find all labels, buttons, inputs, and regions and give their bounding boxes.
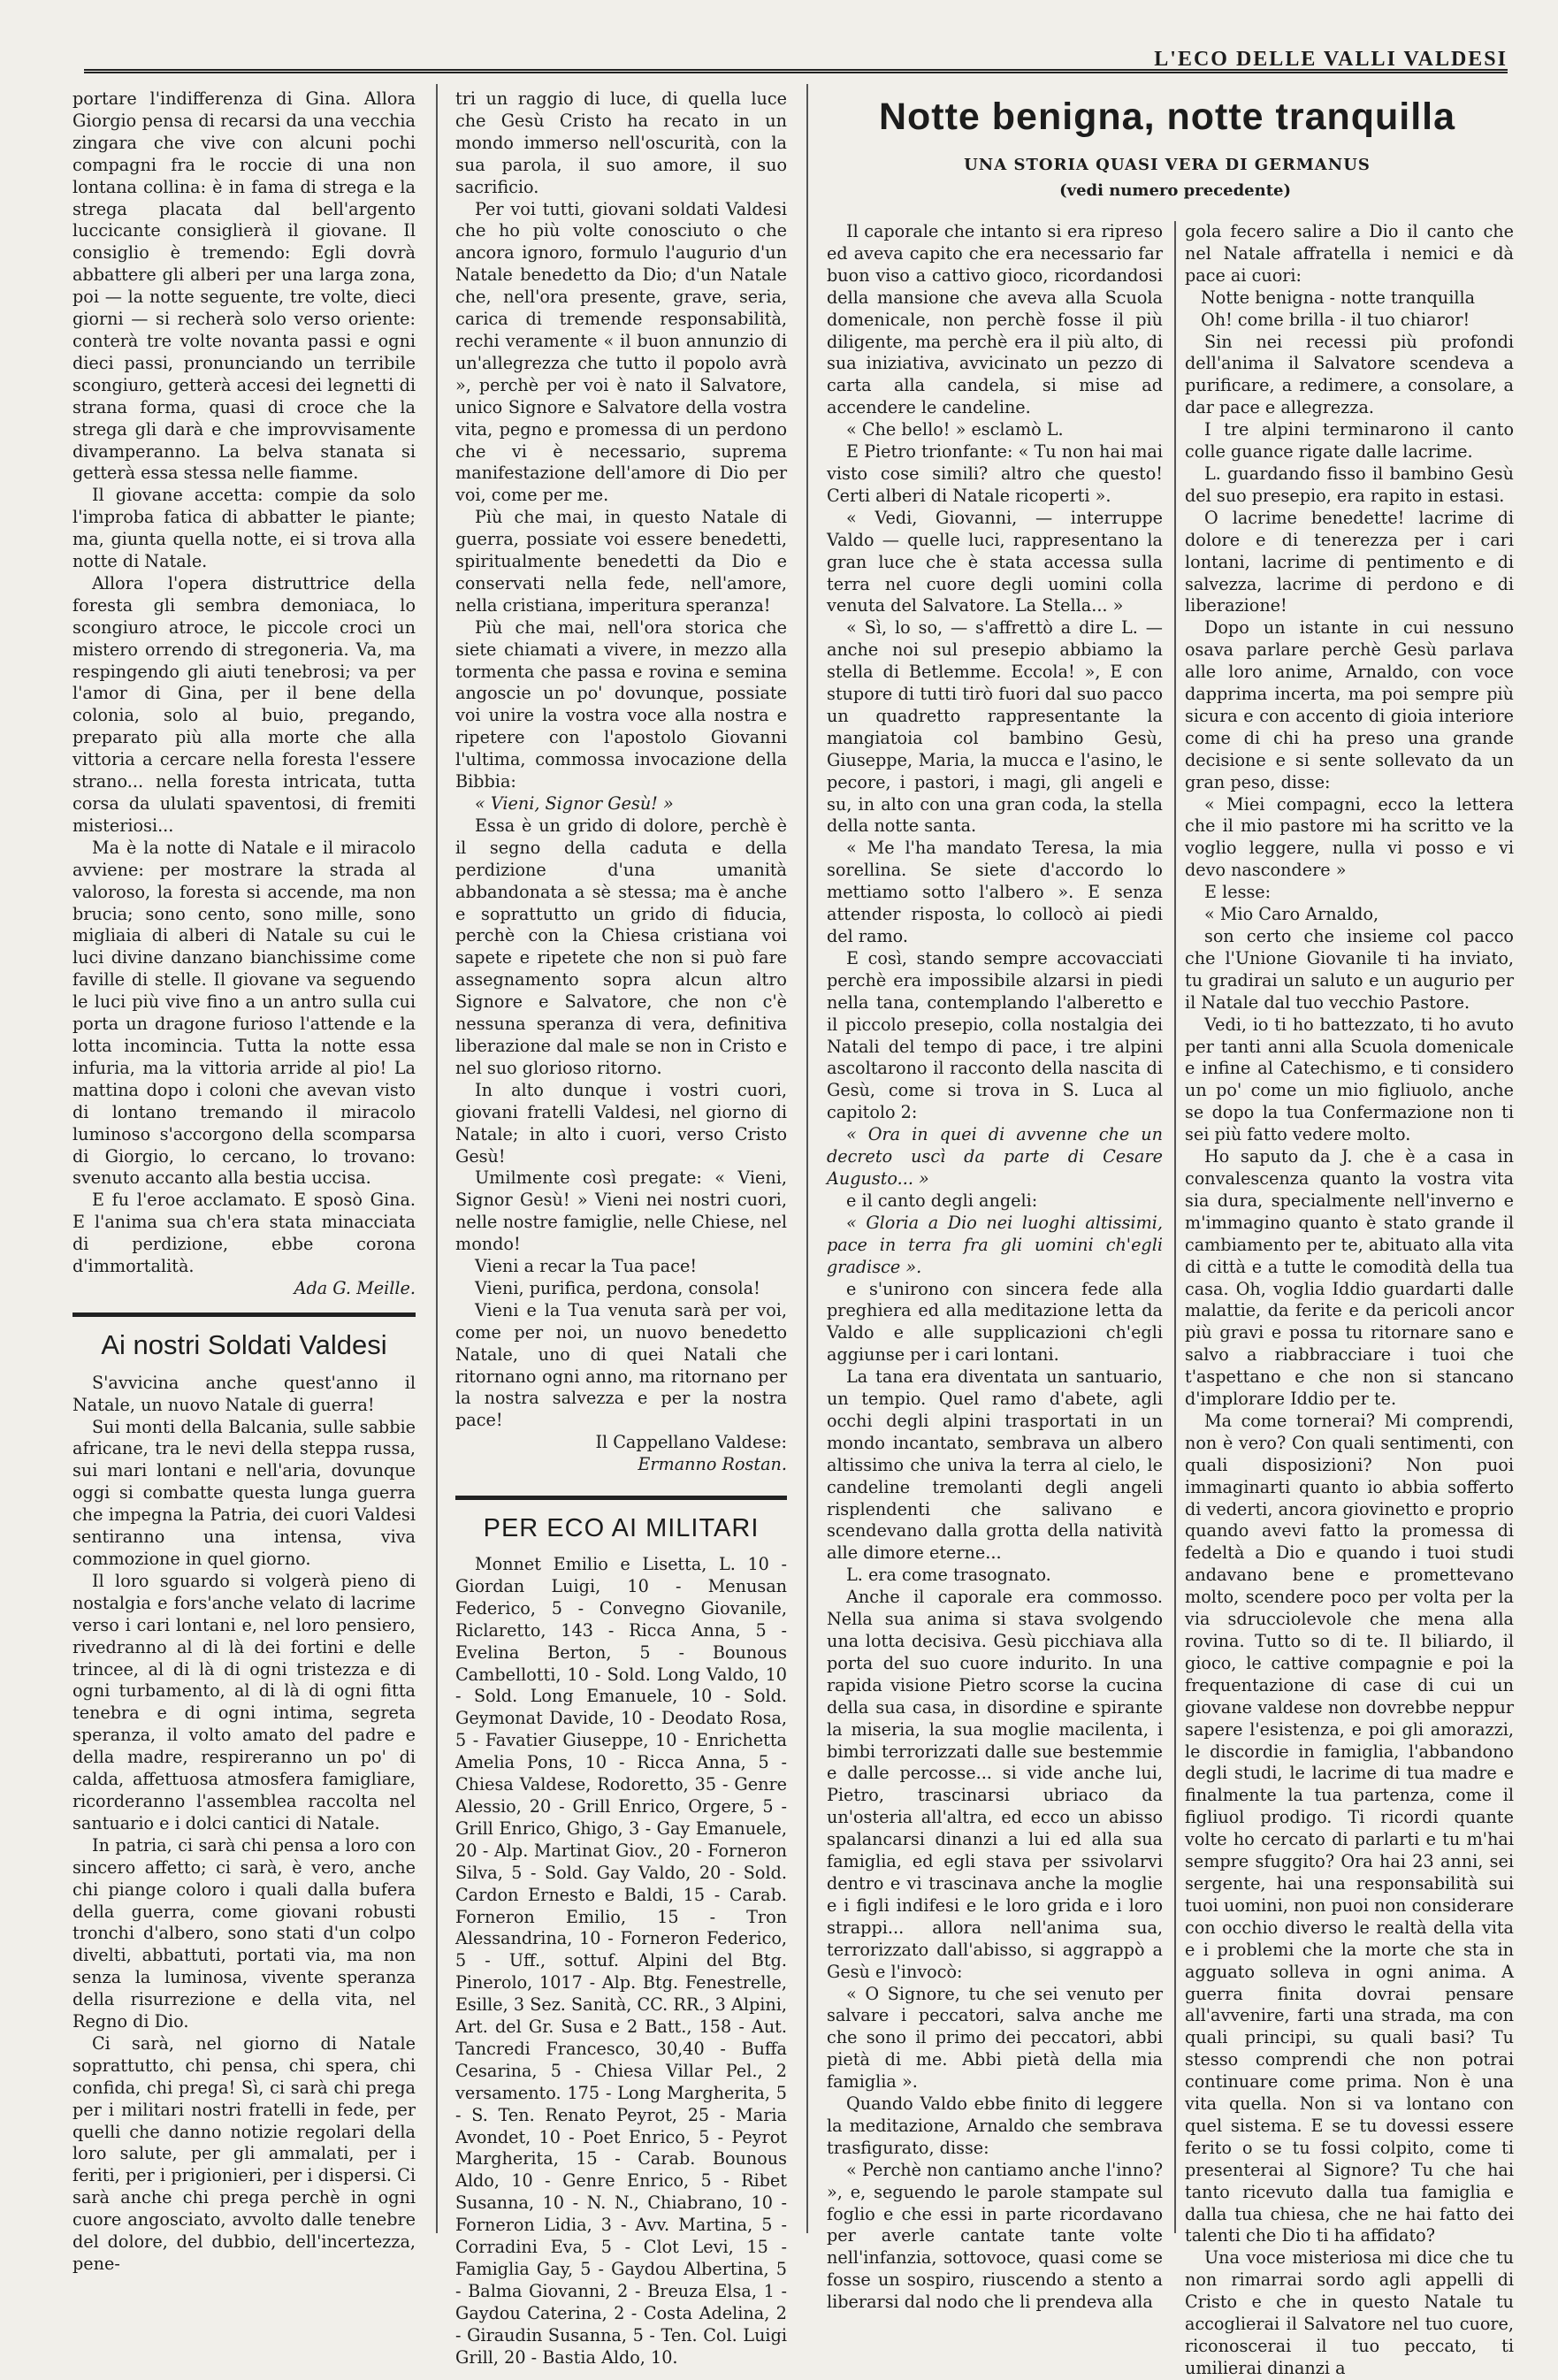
paragraph: Più che mai, in questo Natale di guerra, possiate voi essere benedetti, spiritualmente benedetti da Dio e conservati nella fede, nell'amore, nella cristiana, imperitura speranza! bbox=[455, 507, 787, 616]
paragraph: e s'unirono con sincera fede alla preghiera ed alla meditazione letta da Valdo e alle supplicazioni ch'egli aggiunse per i cari lontani. bbox=[827, 1278, 1163, 1366]
paragraph: E così, stando sempre accovacciati perchè era impossibile alzarsi in piedi nella tana, contemplando l'alberetto e il piccolo presepio, colla nostalgia dei Natali del tempo di pace, i tre alpini ascoltarono il racconto della nascita di Gesù, come si trova in S. Luca al capitolo 2: bbox=[827, 947, 1163, 1123]
paragraph: « Miei compagni, ecco la lettera che il mio pastore mi ha scritto ve la voglio leggere, nulla vi posso e vi devo nascondere » bbox=[1185, 793, 1514, 881]
hymn-line: Oh! come brilla - il tuo chiaror! bbox=[1201, 309, 1470, 330]
paragraph: In alto dunque i vostri cuori, giovani fratelli Valdesi, nel giorno di Natale; in alto i cuori, verso Cristo Gesù! bbox=[455, 1079, 787, 1167]
paragraph: I tre alpini terminarono il canto colle guance rigate dalle lacrime. bbox=[1185, 419, 1514, 463]
paragraph: E lesse: bbox=[1204, 882, 1272, 903]
paragraph: L. guardando fisso il bambino Gesù del suo presepio, era rapito in estasi. bbox=[1185, 463, 1514, 506]
paragraph: « Mio Caro Arnaldo, bbox=[1204, 904, 1379, 925]
paragraph: e il canto degli angeli: bbox=[846, 1190, 1038, 1211]
paragraph: « Ora in quei di avvenne che un decreto uscì da parte di Cesare Augusto... » bbox=[827, 1124, 1163, 1189]
paragraph: portare l'indifferenza di Gina. Allora Giorgio pensa di recarsi da una vecchia zingara che vive con alcuni pochi compagni fra le roccie di una non lontana collina: è in fama di strega e la strega placata dal bell'argento luccicante consiglierà il giovane. Il consiglio è tremendo: Egli dovrà abbattere gli alberi per una larga zona, poi — la notte seguente, tre volte, dieci giorni — si recherà solo verso oriente: conterà tre volte novanta passi e ogni dieci passi, pronunciando un terribile scongiuro, getterà accesi dei legnetti di strana forma, quasi di croce che la strega gli darà e che improvvisamente divamperanno. La belva stanata si getterà essa stessa nelle fiamme. bbox=[73, 88, 416, 484]
paragraph: La tana era diventata un santuario, un tempio. Quel ramo d'abete, agli occhi degli alpini trasportati in un mondo incantato, sembrava un albero altissimo che univa la terra al cielo, le candeline tremolanti degli angeli risplendenti che salivano e scendevano dalla grotta della natività alle dimore eterne... bbox=[827, 1366, 1163, 1564]
paragraph: Quando Valdo ebbe finito di leggere la meditazione, Arnaldo che sembrava trasfigurato, disse: bbox=[827, 2093, 1163, 2158]
paragraph: Ho saputo da J. che è a casa in convalescenza quanto la vostra vita sia dura, specialmente nell'inverno e m'immagino quanto è stato grande il cambiamento per te, abituato alla vita di città e a tutte le comodità della tua casa. Oh, voglia Iddio guardarti dalle malattie, da ferite e da pericoli ancor più gravi e possa tu ritornare sano e salvo a riabbracciare i tuoi che t'aspettano e che non si stancano d'implorare Iddio per te. bbox=[1185, 1146, 1514, 1410]
paragraph: Sin nei recessi più profondi dell'anima il Salvatore scendeva a purificare, a redimere, a consolare, a dar pace e allegrezza. bbox=[1185, 331, 1514, 418]
paragraph: son certo che insieme col pacco che l'Unione Giovanile ti ha inviato, tu gradirai un saluto e un augurio per il Natale dal tuo vecchio Pastore. bbox=[1185, 926, 1514, 1013]
paragraph: Ma come tornerai? Mi comprendi, non è vero? Con quali sentimenti, con quali disposizioni? Non puoi immaginarti quanto io abbia sofferto di vederti, ancora giovinetto e proprio quando avevi fatto la promessa di fedeltà a Dio e quando i tuoi studi andavano bene e promettevano molto, scendere poco per volta per la via sdrucciolevole che mena alla rovina. Tutto so di te. Il biliardo, il gioco, le cattive compagnie e poi la frequentazione di case di cui un giovane valdese non dovrebbe neppur sapere l'esistenza, e poi gli amorazzi, le discordie in famiglia, l'abbandono degli studi, le lacrime di tua madre e finalmente la tua partenza, come il figliuol prodigo. Ti ricordi quante volte ho cercato di parlarti e tu m'hai sempre sfuggito? Ora hai 23 anni, sei sergente, hai una responsabilità sui tuoi uomini, non puoi non considerare con occhio diverso le realtà della vita e i problemi che la morte che sta in agguato solleva in ogni anima. A guerra finita dovrai pensare all'avvenire, farti una strada, ma con quali principi, su quali basi? Tu stesso comprendi che non potrai continuare come prima. Non è una vita quella. Non si va lontano con quel sistema. E se tu dovessi essere ferito o se tu fossi colpito, come ti presenterai al Signore? Tu che hai tanto ricevuto dalla tua famiglia e dalla tua chiesa, che ne hai fatto dei talenti che Dio ti ha affidato? bbox=[1185, 1410, 1514, 2246]
paragraph: gola fecero salire a Dio il canto che nel Natale affratella i nemici e dà pace ai cuori: bbox=[1185, 221, 1514, 286]
paragraph: « Sì, lo so, — s'affrettò a dire L. — anche noi sul presepio abbiamo la stella di Betlemme. Eccola! », E con stupore di tutti tirò fuori dal suo pacco un quadretto rappresentante la mangiatoia col bambino Gesù, Giuseppe, Maria, la mucca e l'asino, le pecore, i pastori, i magi, gli angeli e su, in alto con una gran coda, la stella della notte santa. bbox=[827, 617, 1163, 837]
column-rule bbox=[1174, 221, 1176, 2233]
paragraph: Sui monti della Balcania, sulle sabbie africane, tra le nevi della steppa russa, sui mari lontani e nell'aria, dovunque oggi si combatte questa lunga guerra che impegna la Patria, dei cuori Valdesi sentiranno una intensa, viva commozione in quel giorno. bbox=[73, 1416, 416, 1569]
paragraph: Essa è un grido di dolore, perchè è il segno della caduta e della perdizione d'una umanità abbandonata a sè stessa; ma è anche e soprattutto un grido di fiducia, perchè con la Chiesa cristiana voi sapete e ripetete che non si può fare assegnamento sopra alcun altro Signore e Salvatore, che non c'è nessuna speranza di vera, definitiva liberazione dal male se non in Cristo e nel suo glorioso ritorno. bbox=[455, 815, 787, 1078]
section-title: PER ECO AI MILITARI bbox=[455, 1496, 787, 1540]
paragraph: Più che mai, nell'ora storica che siete chiamati a vivere, in mezzo alla tormenta che passa e rovina e semina angoscie un po' dovunque, possiate voi unire la vostra voce alla nostra e ripetere con l'apostolo Giovanni l'ultima, commossa invocazione della Bibbia: bbox=[455, 616, 787, 792]
column-2 bbox=[455, 88, 787, 2368]
masthead bbox=[84, 42, 1508, 73]
column-rule bbox=[436, 84, 438, 2233]
paragraph: « Perchè non cantiamo anche l'inno? », e, seguendo le parole stampate sul foglio e che essi in parte ricordavano per averle cantate tante volte nell'infanzia, sottovoce, quasi come se fosse un sospiro, riuscendo a stento a liberarsi dal nodo che li prendeva alla bbox=[827, 2159, 1163, 2313]
paragraph: « Che bello! » esclamò L. bbox=[846, 419, 1064, 440]
story-note: (vedi numero precedente) bbox=[1059, 181, 1291, 200]
paragraph: Anche il caporale era commosso. Nella sua anima si stava svolgendo una lotta decisiva. Gesù picchiava alla porta del suo cuore indurito. In una rapida visione Pietro scorse la cucina della sua casa, in disordine e spirante la miseria, la sua moglie macilenta, i bimbi terrorizzati dalle sue bestemmie e dalle percosse... si vide anche lui, Pietro, trascinarsi ubriaco da un'osteria all'altra, ed ecco un abisso spalancarsi dinanzi a lui ed alla sua famiglia, ed egli stava per ssivolarvi dentro e vi trascinava anche la moglie e i figli indifesi e le loro grida e i loro strappi... allora nell'anima sua, terrorizzato dall'abisso, si aggrappò a Gesù e l'invocò: bbox=[827, 1587, 1163, 1982]
masthead-title: L'ECO DELLE VALLI VALDESI bbox=[1154, 48, 1508, 71]
hymn-line: Notte benigna - notte tranquilla bbox=[1201, 287, 1476, 308]
paragraph: « Vieni, Signor Gesù! » bbox=[475, 793, 674, 814]
paragraph: Ci sarà, nel giorno di Natale soprattutto, chi pensa, chi spera, chi confida, chi prega! Sì, ci sarà chi prega per i militari nostri fratelli in fede, per quelli che danno notizie regolari della loro salute, per gli ammalati, per i feriti, per i prigionieri, per i dispersi. Ci sarà anche chi prega perchè in ogni cuore angosciato, avvolto dalle tenebre del dolore, del dubbio, dell'incertezza, pene- bbox=[73, 2032, 416, 2274]
paragraph: « Vedi, Giovanni, — interruppe Valdo — quelle luci, rappresentano la gran luce che è stata accessa sulla terra nel cuore degli uomini colla venuta del Salvatore. La Stella... » bbox=[827, 507, 1163, 616]
paragraph: In patria, ci sarà chi pensa a loro con sincero affetto; ci sarà, è vero, anche chi piange coloro i quali dalla bufera della guerra, come giovani robusti tronchi d'albero, sono stati d'un colpo divelti, abbattuti, portati via, ma non senza la luminosa, vivente speranza della risurrezione e della vita, nel Regno di Dio. bbox=[73, 1834, 416, 2032]
paragraph: Il giovane accetta: compie da solo l'improba fatica di abbatter le piante; ma, giunta quella notte, ei si trova alla notte di Natale. bbox=[73, 485, 416, 572]
paragraph: Vedi, io ti ho battezzato, ti ho avuto per tanti anni alla Scuola domenicale e infine al Catechismo, e ti considero un po' come un mio figliuolo, anche se dopo la tua Confermazione non ti sei più fatto vedere molto. bbox=[1185, 1014, 1514, 1145]
column-3 bbox=[827, 221, 1163, 2313]
article-signature: Ada G. Meille. bbox=[294, 1277, 416, 1298]
paragraph: Una voce misteriosa mi dice che tu non rimarrai sordo agli appelli di Cristo e che in questo Natale tu accoglierai il Salvatore nel tuo cuore, riconoscerai il tuo peccato, ti umilierai dinanzi a bbox=[1185, 2247, 1514, 2378]
paragraph: Vieni e la Tua venuta sarà per voi, come per noi, un nuovo benedetto Natale, uno di quei Natali che ritornano ogni anno, ma ritornano per la nostra salvezza e per la nostra pace! bbox=[455, 1299, 787, 1431]
story-subtitle: UNA STORIA QUASI VERA DI GERMANUS bbox=[964, 156, 1371, 174]
paragraph: « Gloria a Dio nei luoghi altissimi, pace in terra fra gli uomini ch'egli gradisce ». bbox=[827, 1212, 1163, 1277]
signature-name: Ermanno Rostan. bbox=[638, 1454, 787, 1475]
paragraph: Il loro sguardo si volgerà pieno di nostalgia e fors'anche velato di lacrime verso i cari lontani e, nel loro pensiero, rivedranno al di là dei fortini e delle trincee, al di là di ogni tristezza e di ogni turbamento, al di là di ogni fitta tenebra e di ogni intima, segreta speranza, il volto amato del padre e della madre, respireranno un po' di calda, affettuosa atmosfera famigliare, ricorderanno l'assemblea raccolta nel santuario e i dolci cantici di Natale. bbox=[73, 1570, 416, 1833]
donation-list: Monnet Emilio e Lisetta, L. 10 - Giordan Luigi, 10 - Menusan Federico, 5 - Convegno Giovanile, Riclaretto, 143 - Ricca Anna, 5 - Evelina Berton, 5 - Bounous Cambellotti, 10 - Sold. Long Valdo, 10 - Sold. Long Emanuele, 10 - Sold. Geymonat Davide, 10 - Deodato Rosa, 5 - Favatier Giuseppe, 10 - Enrichetta Amelia Pons, 10 - Ricca Anna, 5 - Chiesa Valdese, Rodoretto, 35 - Genre Alessio, 20 - Grill Enrico, Orgere, 5 - Grill Enrico, Ghigo, 3 - Gay Emanuele, 20 - Alp. Martinat Giov., 20 - Forneron Silva, 5 - Sold. Gay Valdo, 20 - Sold. Cardon Ernesto e Baldi, 15 - Carab. Forneron Emilio, 15 - Tron Alessandrina, 10 - Forneron Federico, 5 - Uff., sottuf. Alpini del Btg. Pinerolo, 1017 - Alp. Btg. Fenestrelle, Esille, 3 Sez. Sanità, CC. RR., 3 Alpini, Art. del Gr. Susa e 2 Batt., 158 - Aut. Tancredi Francesco, 30,40 - Buffa Cesarina, 5 - Chiesa Villar Pel., 2 versamento. 175 - Long Margherita, 5 - S. Ten. Renato Peyrot, 25 - Maria Avondet, 10 - Poet Enrico, 5 - Peyrot Margherita, 15 - Carab. Bounous Aldo, 10 - Genre Enrico, 5 - Ribet Susanna, 10 - N. N., Chiabrano, 10 - Forneron Lidia, 3 - Avv. Martina, 5 - Corradini Eva, 5 - Clot Levi, 15 - Famiglia Gay, 5 - Gaydou Albertina, 5 - Balma Giovanni, 2 - Breuza Elsa, 1 - Gaydou Caterina, 2 - Costa Adelina, 2 - Giraudin Susanna, 5 - Ten. Col. Luigi Grill, 20 - Bastia Aldo, 10. bbox=[455, 1554, 787, 2368]
story-title: Notte benigna, notte tranquilla bbox=[878, 96, 1456, 138]
paragraph: « O Signore, tu che sei venuto per salvare i peccatori, salva anche me che sono il primo dei peccatori, abbi pietà di me. Abbi pietà della mia famiglia ». bbox=[827, 1983, 1163, 2093]
paragraph: Per voi tutti, giovani soldati Valdesi che ho più volte conosciuto o che ancora ignoro, formulo l'augurio d'un Natale benedetto da Dio; d'un Natale che, nell'ora presente, grave, seria, carica di tremende responsabilità, rechi veramente « il buon annunzio di un'allegrezza che tutto il popolo avrà », perchè per voi è nato il Salvatore, unico Signore e Salvatore della vostra vita, pegno e promessa di un perdono che vi è necessario, suprema manifestazione dell'amore di Dio per voi, come per me. bbox=[455, 198, 787, 506]
paragraph: E Pietro trionfante: « Tu non hai mai visto cose simili? altro che questo! Certi alberi di Natale ricoperti ». bbox=[827, 441, 1163, 506]
paragraph: S'avvicina anche quest'anno il Natale, un nuovo Natale di guerra! bbox=[73, 1372, 416, 1415]
column-rule bbox=[806, 84, 808, 2233]
column-1 bbox=[73, 88, 416, 2274]
column-4 bbox=[1185, 221, 1514, 2378]
paragraph: Dopo un istante in cui nessuno osava parlare perchè Gesù parlava alle loro anime, Arnaldo, con voce dapprima incerta, ma poi sempre più sicura e con accento di gioia interiore come di chi ha preso una grande decisione e si sente sollevato da un gran peso, disse: bbox=[1185, 617, 1514, 792]
paragraph: L. era come trasognato. bbox=[846, 1565, 1051, 1586]
paragraph: « Me l'ha mandato Teresa, la mia sorellina. Se siete d'accordo lo mettiamo sotto l'albero ». E senza attender risposta, lo collocò ai piedi del ramo. bbox=[827, 838, 1163, 946]
paragraph: Vieni a recar la Tua pace! bbox=[475, 1256, 698, 1277]
paragraph: Allora l'opera distruttrice della foresta gli sembra demoniaca, lo scongiuro atroce, le piccole croci un mistero orrendo di stregoneria. Va, ma respingendo gli aiuti tenebrosi; va per l'amor di Gina, per il bene della colonia, solo al buio, pregando, preparato più alla morte che alla vittoria a cercare nella foresta l'essere strano... nella foresta intricata, tutta corsa da ululati spaventosi, di fremiti misteriosi... bbox=[73, 572, 416, 836]
paragraph: Umilmente così pregate: « Vieni, Signor Gesù! » Vieni nei nostri cuori, nelle nostre famiglie, nelle Chiese, nel mondo! bbox=[455, 1167, 787, 1255]
paragraph: Il caporale che intanto si era ripreso ed aveva capito che era necessario far buon viso a cattivo gioco, ricordandosi della mansione che aveva alla Scuola domenicale, non perchè fosse il più diligente, ma perchè era il più alto, di sua iniziativa, avvicinato un pezzo di carta alla candela, si mise ad accendere le candeline. bbox=[827, 221, 1163, 418]
paragraph: Vieni, purifica, perdona, consola! bbox=[475, 1277, 760, 1298]
paragraph: E fu l'eroe acclamato. E sposò Gina. E l'anima sua ch'era stata minacciata di perdizione, ebbe corona d'immortalità. bbox=[73, 1190, 416, 1277]
section-title: Ai nostri Soldati Valdesi bbox=[73, 1312, 416, 1357]
paragraph: Ma è la notte di Natale e il miracolo avviene: per mostrare la strada al valoroso, la foresta si accende, ma non brucia; sono cento, sono mille, sono migliaia di alberi di Natale su cui le luci divine danzano bianchissime come faville di stelle. Il giovane va seguendo le luci più vive fino a un antro sulla cui porta un dragone furioso l'attende e la lotta incomincia. Tutta la notte essa infuria, ma la vittoria arride al pio! La mattina dopo i coloni che avevan visto di lontano tremando il miracolo luminoso s'accorgono della scomparsa di Giorgio, lo cercano, lo trovano: svenuto accanto alla bestia uccisa. bbox=[73, 837, 416, 1189]
signature-title: Il Cappellano Valdese: bbox=[595, 1432, 787, 1453]
paragraph: O lacrime benedette! lacrime di dolore e di tenerezza per i cari lontani, lacrime di pentimento e di salvezza, lacrime di perdono e di liberazione! bbox=[1185, 507, 1514, 616]
paragraph: tri un raggio di luce, di quella luce che Gesù Cristo ha recato in un mondo immerso nell'oscurità, con la sua parola, il suo amore, il suo sacrificio. bbox=[455, 88, 787, 197]
